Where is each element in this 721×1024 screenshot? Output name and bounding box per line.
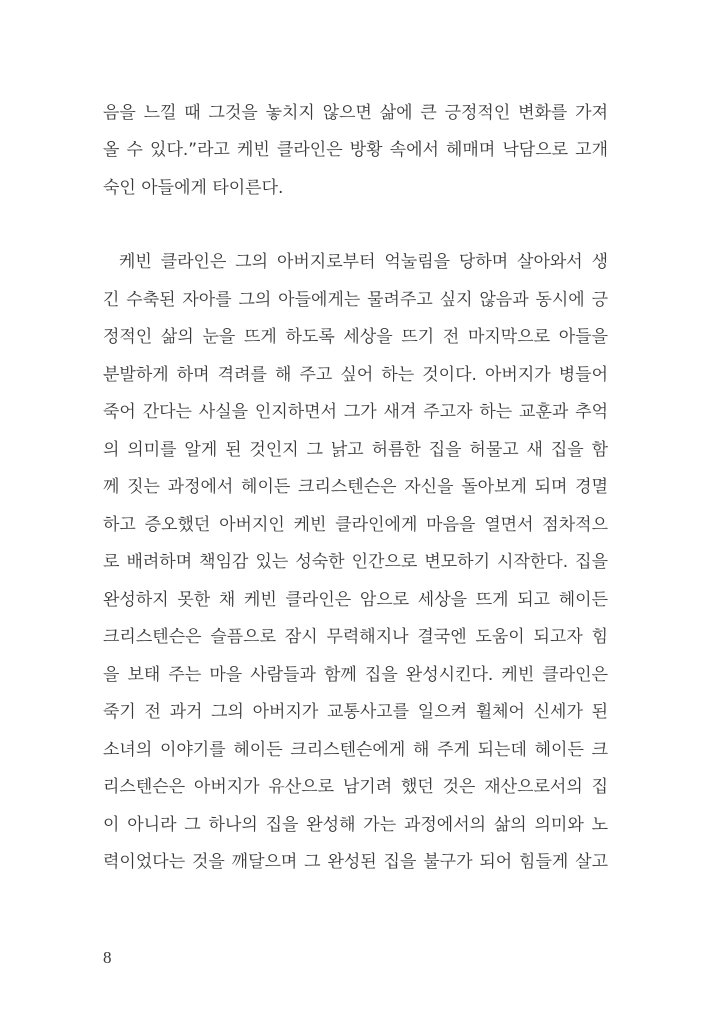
paragraph-2-line: 이 아니라 그 하나의 집을 완성해 가는 과정에서의 삶의 의미와 노 xyxy=(103,814,608,835)
paragraph-2-line: 죽어 간다는 사실을 인지하면서 그가 새겨 주고자 하는 교훈과 추억 xyxy=(103,402,608,422)
paragraph-2-line: 긴 수축된 자아를 그의 아들에게는 물려주고 싶지 않음과 동시에 긍 xyxy=(103,289,608,310)
paragraph-2-line: 케빈 클라인은 그의 아버지로부터 억눌림을 당하며 살아와서 생 xyxy=(119,252,608,272)
paragraph-2-line: 소녀의 이야기를 헤이든 크리스텐슨에게 해 주게 되는데 헤이든 크 xyxy=(103,739,608,760)
paragraph-1-line: 올 수 있다.”라고 케빈 클라인은 방황 속에서 헤매며 낙담으로 고개 xyxy=(103,140,608,160)
paragraph-2-line: 하고 증오했던 아버지인 케빈 클라인에게 마음을 열면서 점차적으 xyxy=(103,514,608,535)
paragraph-2-line: 분발하게 하며 격려를 해 주고 싶어 하는 것이다. 아버지가 병들어 xyxy=(103,364,608,385)
paragraph-2-line: 완성하지 못한 채 케빈 클라인은 암으로 세상을 뜨게 되고 헤이든 xyxy=(103,589,608,610)
paragraph-2-line: 크리스텐슨은 슬픔으로 잠시 무력해지나 결국엔 도움이 되고자 힘 xyxy=(103,627,608,647)
paragraph-2-line: 력이었다는 것을 깨달으며 그 완성된 집을 불구가 되어 힘들게 살고 xyxy=(103,852,608,872)
paragraph-2-line: 께 짓는 과정에서 헤이든 크리스텐슨은 자신을 돌아보게 되며 경멸 xyxy=(103,477,608,497)
paragraph-1-line: 숙인 아들에게 타이른다. xyxy=(103,178,284,198)
paragraph-1-line: 음을 느낄 때 그것을 놓치지 않으면 삶에 큰 긍정적인 변화를 가져 xyxy=(103,103,608,123)
paragraph-2-line: 죽기 전 과거 그의 아버지가 교통사고를 일으켜 휠체어 신세가 된 xyxy=(103,702,608,722)
paragraph-2-line: 정적인 삶의 눈을 뜨게 하도록 세상을 뜨기 전 마지막으로 아들을 xyxy=(103,327,608,347)
paragraph-2-line: 을 보태 주는 마을 사람들과 함께 집을 완성시킨다. 케빈 클라인은 xyxy=(103,664,608,685)
page-number: 8 xyxy=(103,948,112,967)
paragraph-2-line: 리스텐슨은 아버지가 유산으로 남기려 했던 것은 재산으로서의 집 xyxy=(103,777,608,797)
paragraph-2-line: 의 의미를 알게 된 것인지 그 낡고 허름한 집을 허물고 새 집을 함 xyxy=(103,439,608,460)
paragraph-2-line: 로 배려하며 책임감 있는 성숙한 인간으로 변모하기 시작한다. 집을 xyxy=(103,552,608,572)
